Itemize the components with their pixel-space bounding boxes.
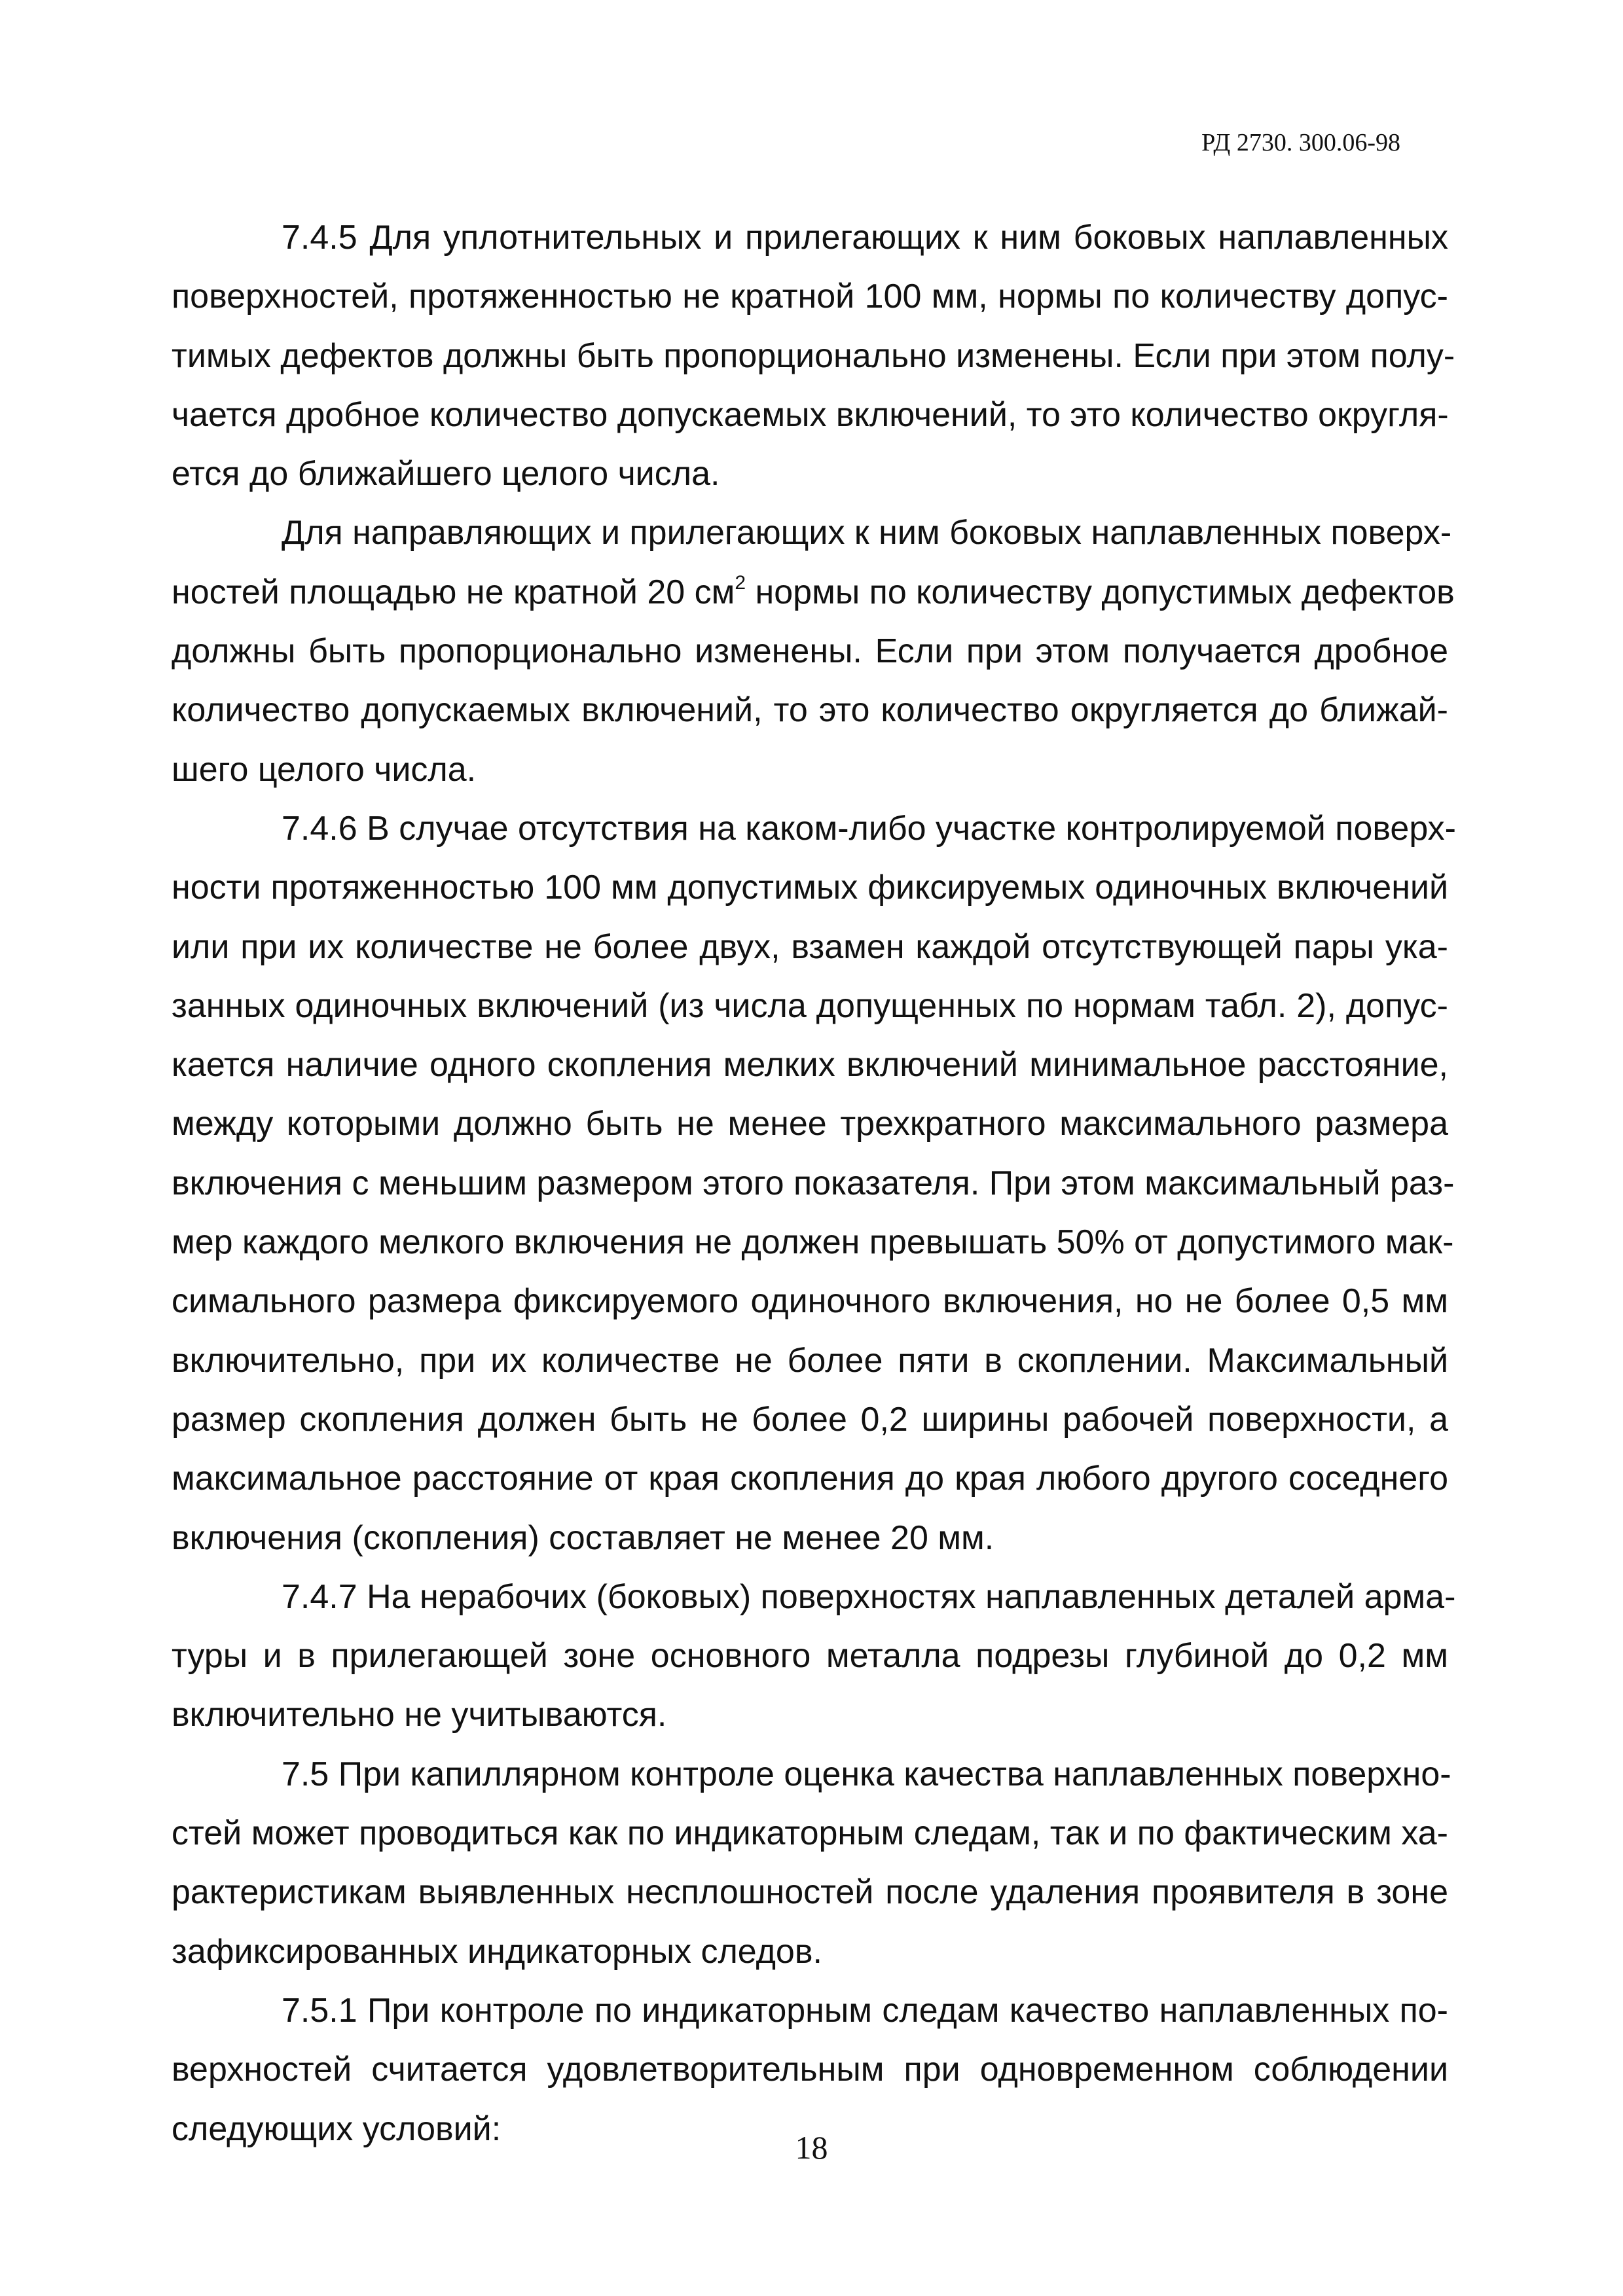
text-line-part: нормы по количеству допустимых дефектов xyxy=(746,573,1455,611)
text-line: включения с меньшим размером этого показателя. При этом максимальный раз- xyxy=(172,1164,1455,1202)
paragraph-7-5 xyxy=(172,1745,1451,1981)
text-line: мер каждого мелкого включения не должен превышать 50% от допустимого мак- xyxy=(172,1223,1454,1262)
document-code: РД 2730. 300.06-98 xyxy=(1201,129,1400,156)
text-line: должны быть пропорционально изменены. Если при этом получается дробное xyxy=(172,632,1448,671)
text-line: включительно не учитываются. xyxy=(172,1696,667,1734)
paragraph-guide-surfaces xyxy=(172,503,1455,798)
text-line: 7.5.1 При контроле по индикаторным следам качество наплавленных по- xyxy=(282,1991,1448,2030)
text-line: размер скопления должен быть не более 0,2 ширины рабочей поверхности, а xyxy=(172,1400,1448,1439)
text-line: симального размера фиксируемого одиночного включения, но не более 0,5 мм xyxy=(172,1282,1448,1321)
text-line: шего целого числа. xyxy=(172,750,477,789)
body-text xyxy=(172,208,1456,2159)
text-line: стей может проводиться как по индикаторным следам, так и по фактическим ха- xyxy=(172,1814,1448,1853)
text-line: максимальное расстояние от края скопления до края любого другого соседнего xyxy=(172,1460,1448,1498)
text-line: ется до ближайшего целого числа. xyxy=(172,455,720,493)
text-line: включительно, при их количестве не более пяти в скоплении. Максимальный xyxy=(172,1341,1448,1380)
paragraph-7-4-6 xyxy=(172,799,1456,1568)
text-line: занных одиночных включений (из числа допущенных по нормам табл. 2), допус- xyxy=(172,986,1448,1025)
text-line: включения (скопления) составляет не менее 20 мм. xyxy=(172,1518,994,1557)
text-line: рактеристикам выявленных несплошностей после удаления проявителя в зоне xyxy=(172,1873,1448,1912)
text-line: поверхностей, протяженностью не кратной 100 мм, нормы по количеству допус- xyxy=(172,278,1448,316)
text-line: ности протяженностью 100 мм допустимых фиксируемых одиночных включений xyxy=(172,869,1448,907)
text-line: 7.4.5 Для уплотнительных и прилегающих к ним боковых наплавленных xyxy=(282,219,1448,257)
page-number: 18 xyxy=(795,2129,828,2166)
text-line: туры и в прилегающей зоне основного металла подрезы глубиной до 0,2 мм xyxy=(172,1637,1448,1676)
text-line: или при их количестве не более двух, взамен каждой отсутствующей пары ука- xyxy=(172,927,1448,966)
text-line: между которыми должно быть не менее трехкратного максимального размера xyxy=(172,1105,1448,1143)
text-line: 7.4.6 В случае отсутствия на каком-либо участке контролируемой поверх- xyxy=(282,809,1456,848)
text-line: тимых дефектов должны быть пропорционально изменены. Если при этом полу- xyxy=(172,336,1455,375)
text-line: 7.5 При капиллярном контроле оценка качества наплавленных поверхно- xyxy=(282,1755,1451,1793)
text-line-part: ностей площадью не кратной 20 см xyxy=(172,573,735,611)
superscript: 2 xyxy=(735,571,746,594)
text-line: 7.4.7 На нерабочих (боковых) поверхностях наплавленных деталей арма- xyxy=(282,1577,1456,1616)
text-line: кается наличие одного скопления мелких включений минимальное расстояние, xyxy=(172,1046,1448,1085)
text-line: следующих условий: xyxy=(172,2109,501,2148)
text-line: количество допускаемых включений, то это количество округляется до ближай- xyxy=(172,691,1448,730)
text-line: чается дробное количество допускаемых включений, то это количество округля- xyxy=(172,395,1449,434)
paragraph-7-4-5 xyxy=(172,208,1455,503)
text-line: верхностей считается удовлетворительным при одновременном соблюдении xyxy=(172,2051,1448,2089)
text-line: зафиксированных индикаторных следов. xyxy=(172,1932,822,1971)
paragraph-7-4-7 xyxy=(172,1568,1456,1745)
text-line: Для направляющих и прилегающих к ним боковых наплавленных поверх- xyxy=(282,514,1452,552)
text-line xyxy=(172,563,1455,622)
